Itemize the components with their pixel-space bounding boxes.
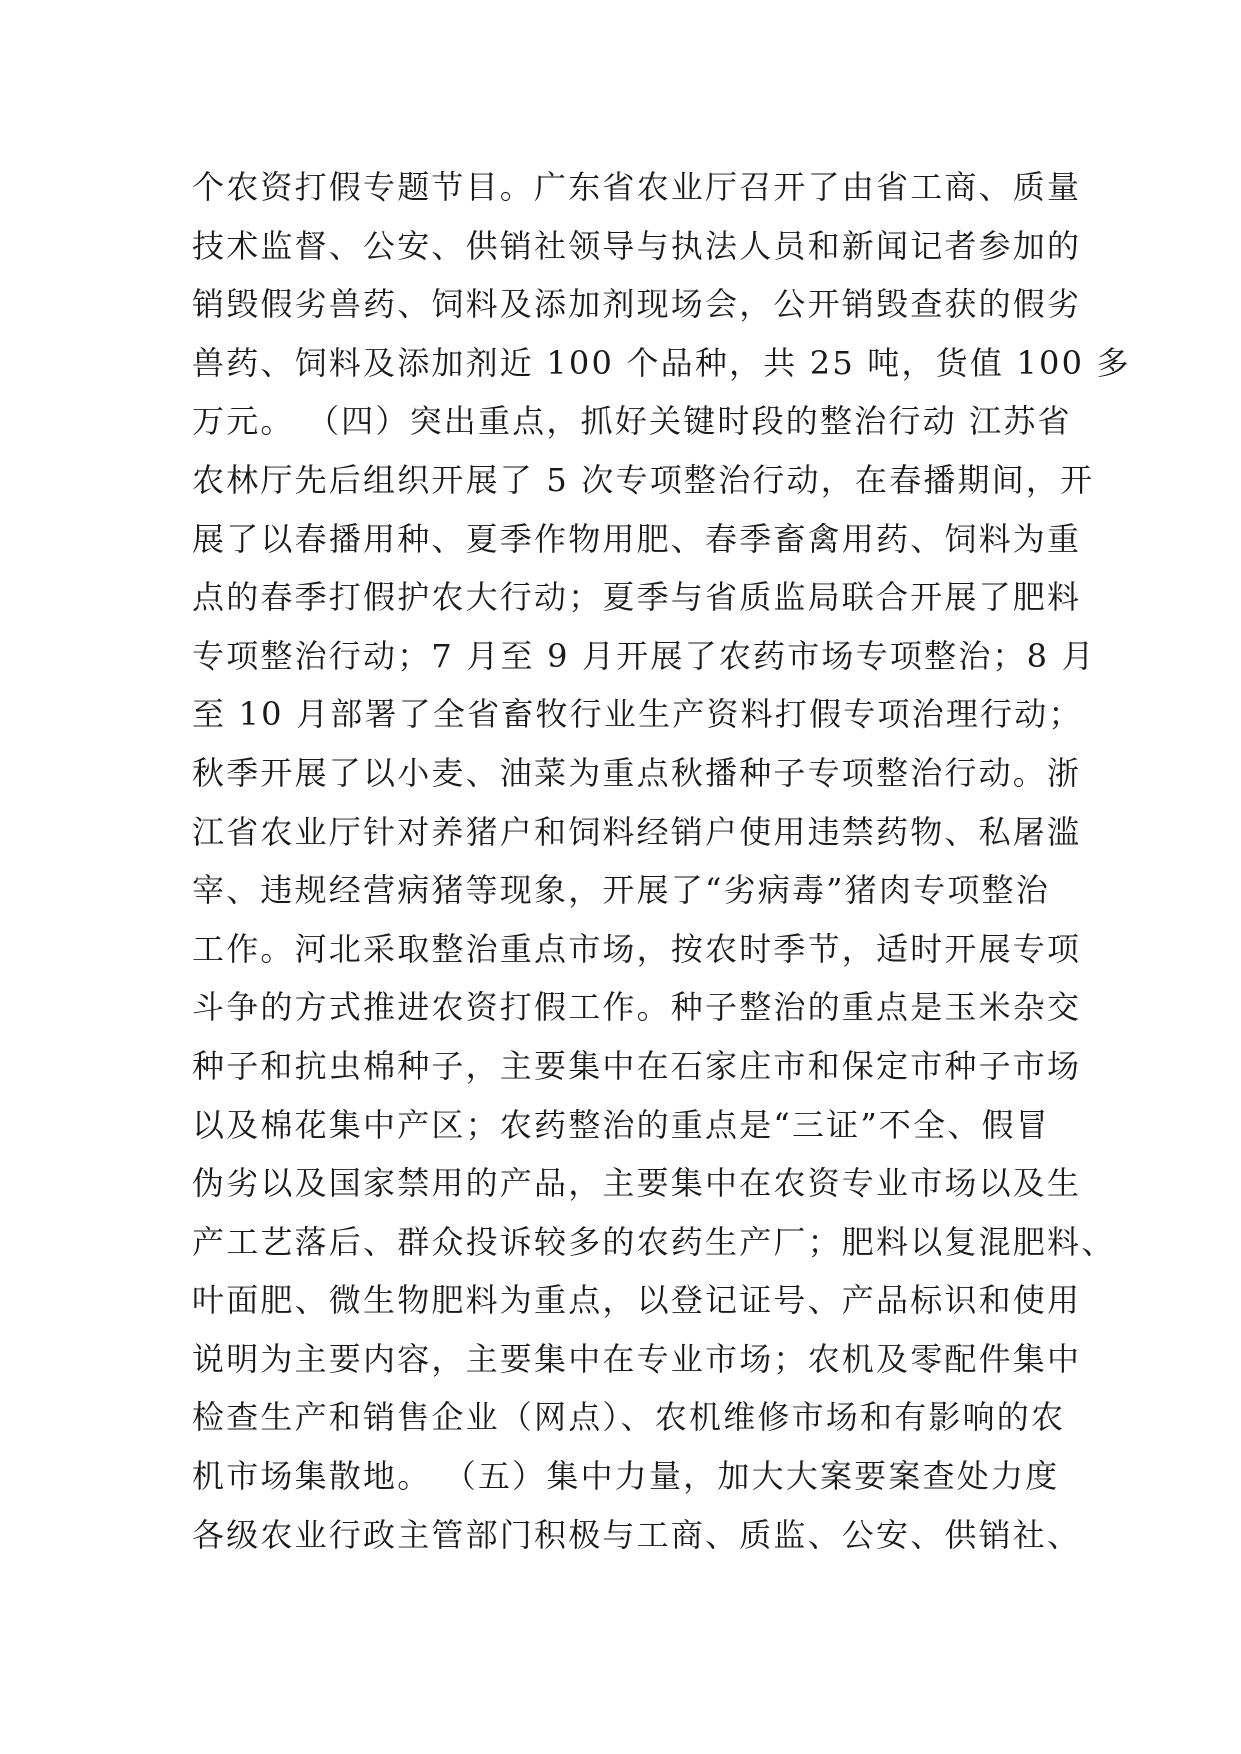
- text-line-19: 产工艺落后、群众投诉较多的农药生产厂；肥料以复混肥料、: [192, 1222, 1116, 1261]
- text-line-6: 农林厅先后组织开展了 5 次专项整治行动，在春播期间，开: [192, 460, 1095, 499]
- text-line-14: 工作。河北采取整治重点市场，按农时季节，适时开展专项: [192, 929, 1082, 968]
- text-line-15: 斗争的方式推进农资打假工作。种子整治的重点是玉米杂交: [192, 988, 1082, 1027]
- text-line-17: 以及棉花集中产区；农药整治的重点是“三证”不全、假冒: [192, 1105, 1050, 1144]
- text-line-16: 种子和抗虫棉种子，主要集中在石家庄市和保定市种子市场: [192, 1046, 1082, 1085]
- text-line-8: 点的春季打假护农大行动；夏季与省质监局联合开展了肥料: [192, 578, 1082, 617]
- text-line-7: 展了以春播用种、夏季作物用肥、春季畜禽用药、饲料为重: [192, 519, 1082, 558]
- text-line-11: 秋季开展了以小麦、油菜为重点秋播种子专项整治行动。浙: [192, 753, 1082, 792]
- text-line-24: 各级农业行政主管部门积极与工商、质监、公安、供销社、: [192, 1515, 1082, 1554]
- text-line-4: 兽药、饲料及添加剂近 100 个品种，共 25 吨，货值 100 多: [192, 343, 1131, 382]
- text-line-22: 检查生产和销售企业（网点）、农机维修市场和有影响的农: [192, 1398, 1066, 1437]
- text-line-2: 技术监督、公安、供销社领导与执法人员和新闻记者参加的: [192, 226, 1082, 265]
- text-line-13: 宰、违规经营病猪等现象，开展了“劣病毒”猪肉专项整治: [192, 871, 1050, 910]
- text-line-3: 销毁假劣兽药、饲料及添加剂现场会，公开销毁查获的假劣: [192, 285, 1082, 324]
- text-line-20: 叶面肥、微生物肥料为重点，以登记证号、产品标识和使用: [192, 1281, 1082, 1320]
- text-line-10: 至 10 月部署了全省畜牧行业生产资料打假专项治理行动；: [192, 695, 1083, 734]
- text-line-12: 江省农业厅针对养猪户和饲料经销户使用违禁药物、私屠滥: [192, 812, 1082, 851]
- text-line-18: 伪劣以及国家禁用的产品，主要集中在农资专业市场以及生: [192, 1164, 1082, 1203]
- text-line-1: 个农资打假专题节目。广东省农业厅召开了由省工商、质量: [192, 168, 1082, 206]
- text-line-5: 万元。 （四）突出重点，抓好关键时段的整治行动 江苏省: [192, 402, 1072, 441]
- text-line-9: 专项整治行动；7 月至 9 月开展了农药市场专项整治；8 月: [192, 636, 1096, 675]
- body-text: [192, 158, 1131, 1564]
- text-line-21: 说明为主要内容，主要集中在专业市场；农机及零配件集中: [192, 1339, 1082, 1378]
- text-line-23: 机市场集散地。 （五）集中力量，加大大案要案查处力度: [192, 1457, 1060, 1496]
